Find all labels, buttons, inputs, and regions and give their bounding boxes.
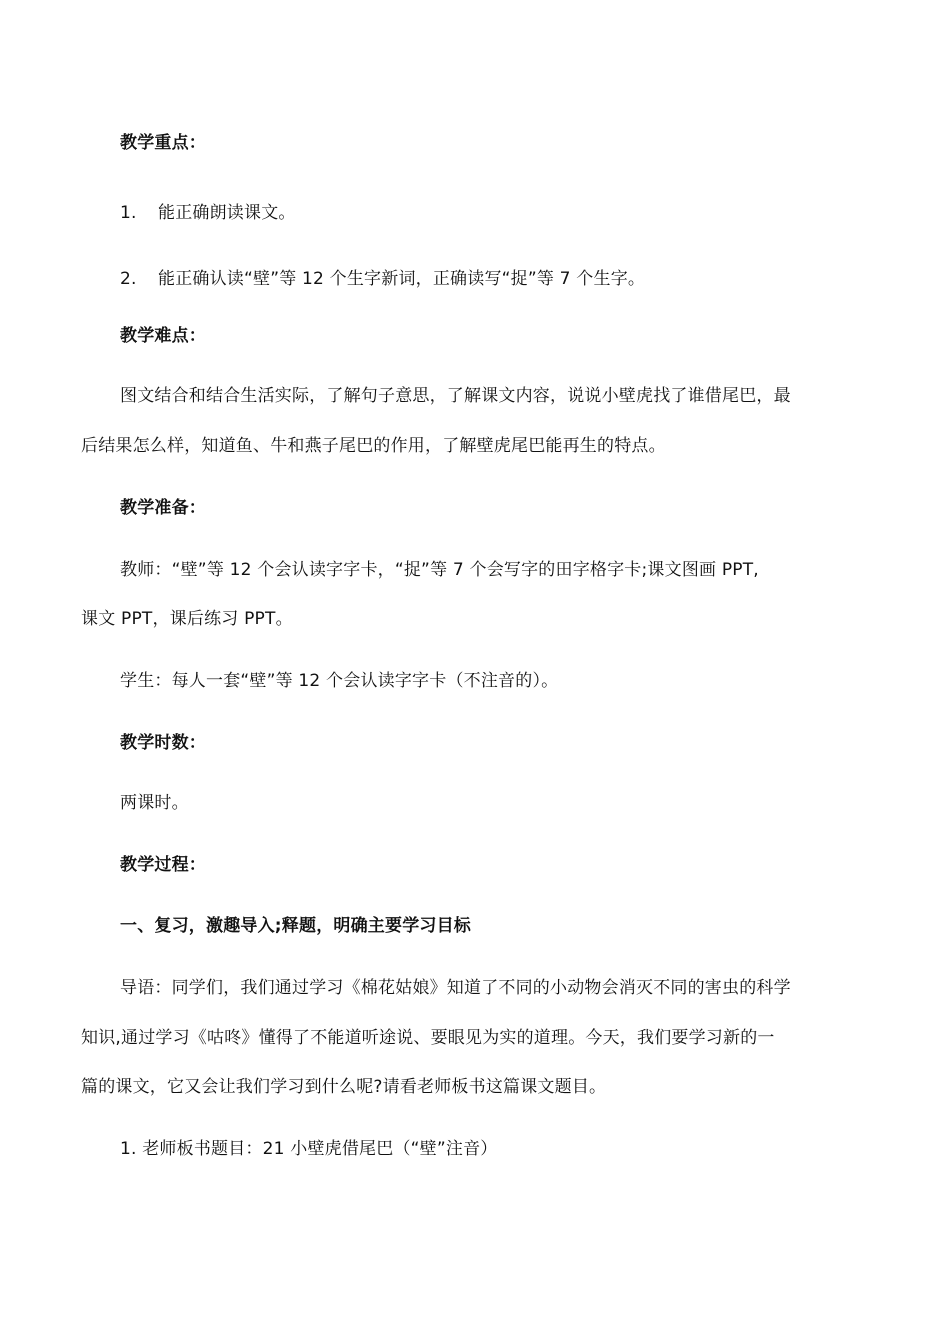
teacher-preparation-line-1: 教师：“壁”等 12 个会认读字字卡，“捉”等 7 个会写字的田字格字卡;课文图画 PPT, bbox=[120, 560, 759, 580]
difficulties-heading: 教学难点： bbox=[120, 326, 206, 346]
key-point-text-1: 能正确朗读课文。 bbox=[158, 203, 296, 223]
intro-text-line-2: 知识,通过学习《咕咚》懂得了不能道听途说、要眼见为实的道理。今天，我们要学习新的一 bbox=[81, 1028, 775, 1048]
key-point-text-2: 能正确认读“壁”等 12 个生字新词，正确读写“捉”等 7 个生字。 bbox=[158, 269, 646, 289]
student-preparation: 学生：每人一套“壁”等 12 个会认读字字卡（不注音的）。 bbox=[120, 671, 559, 691]
intro-text-line-1: 导语：同学们，我们通过学习《棉花姑娘》知道了不同的小动物会消灭不同的害虫的科学 bbox=[120, 978, 791, 998]
process-heading: 教学过程： bbox=[120, 855, 206, 875]
section-1-heading: 一、复习，激趣导入;释题，明确主要学习目标 bbox=[120, 916, 471, 936]
teacher-preparation-line-2: 课文 PPT，课后练习 PPT。 bbox=[81, 609, 293, 629]
difficulties-text-line-1: 图文结合和结合生活实际，了解句子意思，了解课文内容，说说小壁虎找了谁借尾巴，最 bbox=[120, 386, 791, 406]
preparation-heading: 教学准备： bbox=[120, 498, 206, 518]
hours-heading: 教学时数： bbox=[120, 733, 206, 753]
step-1-text: 1. 老师板书题目：21 小壁虎借尾巴（“壁”注音） bbox=[120, 1139, 498, 1159]
key-points-heading: 教学重点： bbox=[120, 133, 206, 153]
hours-text: 两课时。 bbox=[120, 793, 189, 813]
key-point-item-2 bbox=[120, 268, 645, 290]
intro-text-line-3: 篇的课文，它又会让我们学习到什么呢?请看老师板书这篇课文题目。 bbox=[81, 1077, 607, 1097]
key-point-item-1 bbox=[120, 202, 296, 224]
difficulties-text-line-2: 后结果怎么样，知道鱼、牛和燕子尾巴的作用，了解壁虎尾巴能再生的特点。 bbox=[81, 436, 666, 456]
key-point-number-1: 1. bbox=[120, 203, 137, 223]
key-point-number-2: 2. bbox=[120, 269, 137, 289]
